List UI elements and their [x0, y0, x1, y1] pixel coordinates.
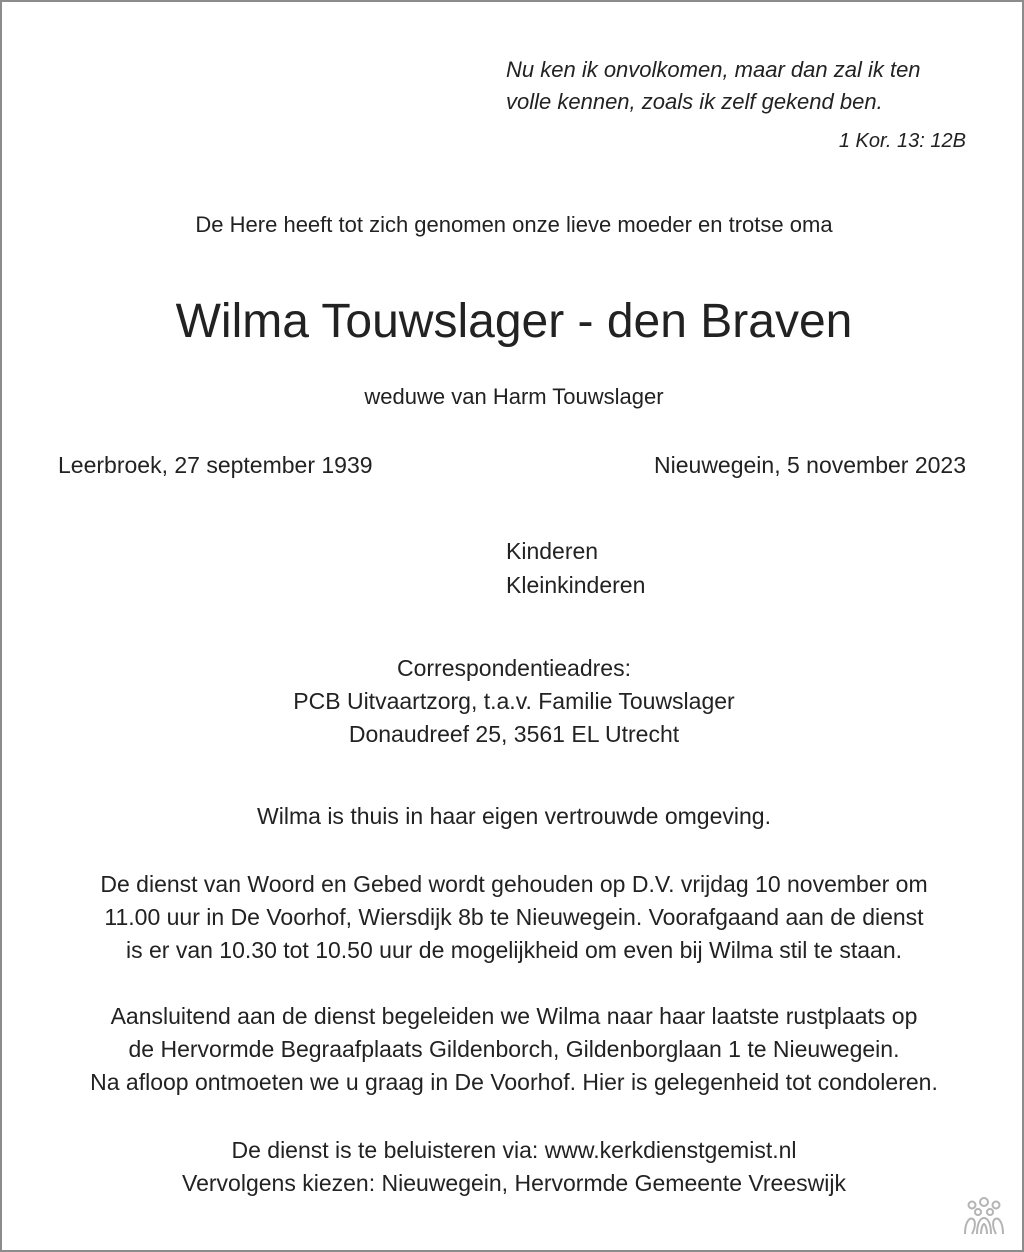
death-place-date: Nieuwegein, 5 november 2023: [654, 452, 966, 478]
quote-reference: 1 Kor. 13: 12B: [838, 130, 966, 152]
intro-text: De Here heeft tot zich genomen onze lieve moeder en trotse oma: [195, 212, 833, 237]
birth-place-date: Leerbroek, 27 september 1939: [58, 452, 373, 478]
service-info: [2, 868, 1024, 967]
deceased-name: Wilma Touwslager - den Braven: [175, 295, 853, 348]
service-line: 11.00 uur in De Voorhof, Wiersdijk 8b te Nieuwegein. Voorafgaand aan de dienst: [104, 904, 924, 930]
burial-line: de Hervormde Begraafplaats Gildenborch, Gildenborglaan 1 te Nieuwegein.: [128, 1036, 900, 1062]
listen-line: De dienst is te beluisteren via: www.kerkdienstgemist.nl: [231, 1137, 797, 1163]
people-group-icon: [962, 1196, 1006, 1236]
quote-line: Nu ken ik onvolkomen, maar dan zal ik ten: [506, 57, 921, 82]
burial-line: Aansluitend aan de dienst begeleiden we Wilma naar haar laatste rustplaats op: [110, 1003, 918, 1029]
family-item: Kleinkinderen: [506, 572, 646, 598]
service-line: is er van 10.30 tot 10.50 uur de mogelijkheid om even bij Wilma stil te staan.: [125, 937, 902, 963]
service-line: De dienst van Woord en Gebed wordt gehouden op D.V. vrijdag 10 november om: [100, 871, 928, 897]
listen-line: Vervolgens kiezen: Nieuwegein, Hervormde Gemeente Vreeswijk: [182, 1170, 846, 1196]
listen-info: [2, 1134, 1024, 1200]
correspondence-address: [2, 652, 1024, 751]
family-item: Kinderen: [506, 538, 599, 564]
family-list: [506, 534, 645, 602]
bible-quote: [506, 54, 921, 118]
widow-of-text: weduwe van Harm Touwslager: [364, 384, 664, 409]
address-line: PCB Uitvaartzorg, t.a.v. Familie Touwslager: [293, 688, 735, 714]
address-line: Donaudreef 25, 3561 EL Utrecht: [348, 721, 680, 747]
burial-line: Na afloop ontmoeten we u graag in De Voorhof. Hier is gelegenheid tot condoleren.: [90, 1069, 938, 1095]
at-home-text: Wilma is thuis in haar eigen vertrouwde omgeving.: [257, 803, 771, 829]
address-line: Correspondentieadres:: [397, 655, 631, 681]
burial-info: [2, 1000, 1024, 1099]
quote-line: volle kennen, zoals ik zelf gekend ben.: [506, 89, 883, 114]
